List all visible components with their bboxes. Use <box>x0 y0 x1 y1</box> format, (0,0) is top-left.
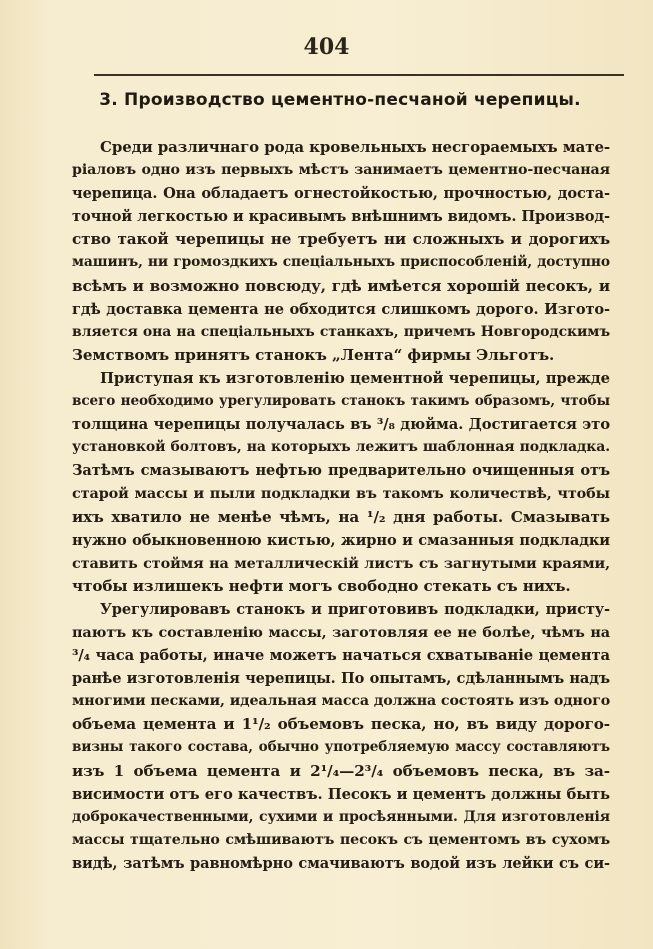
text-line: установкой болтовъ, на которыхъ лежитъ шаблонная подкладка. <box>72 439 610 456</box>
text-line: точной легкостью и красивымъ внѣшнимъ видомъ. Производ- <box>72 208 610 226</box>
text-line: всего необходимо урегулировать станокъ такимъ образомъ, чтобы <box>72 393 610 410</box>
text-line: ³/₄ часа работы, иначе можетъ начаться схватываніе цемента <box>72 647 610 665</box>
text-line: Приступая къ изготовленію цементной черепицы, прежде <box>100 369 610 387</box>
text-line: изъ 1 объема цемента и 2¹/₄—2³/₄ объемовъ песка, въ за- <box>72 761 610 780</box>
text-line: гдѣ доставка цемента не обходится слишкомъ дорого. Изгото- <box>72 300 610 318</box>
text-line: объема цемента и 1¹/₂ объемовъ песка, но, въ виду дорого- <box>72 715 610 734</box>
text-line: висимости отъ его качествъ. Песокъ и цементъ должны быть <box>72 785 610 803</box>
text-line: чтобы излишекъ нефти могъ свободно стекать съ нихъ. <box>72 576 571 595</box>
body-text <box>72 136 610 875</box>
text-line: Земствомъ принятъ станокъ „Лента“ фирмы Эльготъ. <box>72 345 555 364</box>
text-line: массы тщательно смѣшиваютъ песокъ съ цементомъ въ сухомъ <box>72 831 610 848</box>
page-number: 404 <box>303 34 350 60</box>
text-line: черепица. Она обладаетъ огнестойкостью, прочностью, доста- <box>72 185 610 203</box>
text-line: ихъ хватило не менѣе чѣмъ, на ¹/₂ дня работы. Смазывать <box>72 507 610 526</box>
section-heading: 3. Производство цементно-песчаной черепицы. <box>99 90 581 110</box>
text-line: паютъ къ составленію массы, заготовляя ее не болѣе, чѣмъ на <box>72 623 610 641</box>
text-line: вляется она на спеціальныхъ станкахъ, причемъ Новгородскимъ <box>72 323 610 340</box>
text-line: визны такого состава, обычно употребляемую массу составляютъ <box>72 739 610 756</box>
text-line: многими песками, идеальная масса должна состоять изъ одного <box>72 693 610 710</box>
text-line: нужно обыкновенною кистью, жирно и смазанныя подкладки <box>72 531 610 549</box>
text-line: Урегулировавъ станокъ и приготовивъ подкладки, присту- <box>100 600 610 618</box>
text-line: машинъ, ни громоздкихъ спеціальныхъ приспособленій, доступно <box>72 254 610 271</box>
text-line: доброкачественными, сухими и просѣянными. Для изготовленія <box>72 808 610 825</box>
text-line: видѣ, затѣмъ равномѣрно смачиваютъ водой изъ лейки съ си- <box>72 854 610 872</box>
header-rule <box>94 74 624 76</box>
text-line: ство такой черепицы не требуетъ ни сложныхъ и дорогихъ <box>72 230 610 249</box>
text-line: толщина черепицы получалась въ ³/₈ дюйма. Достигается это <box>72 416 610 434</box>
text-line: Затѣмъ смазываютъ нефтью предварительно очищенныя отъ <box>72 462 610 480</box>
text-line: всѣмъ и возможно повсюду, гдѣ имѣется хорошій песокъ, и <box>72 276 610 295</box>
text-line: старой массы и пыли подкладки въ такомъ количествѣ, чтобы <box>72 485 610 503</box>
text-line: ріаловъ одно изъ первыхъ мѣстъ занимаетъ цементно-песчаная <box>72 162 610 179</box>
text-line: ставить стоймя на металлическій листъ съ загнутыми краями, <box>72 554 610 572</box>
text-line: ранѣе изготовленія черепицы. По опытамъ, сдѣланнымъ надъ <box>72 670 610 688</box>
text-line: Среди различнаго рода кровельныхъ несгораемыхъ мате- <box>100 138 610 156</box>
